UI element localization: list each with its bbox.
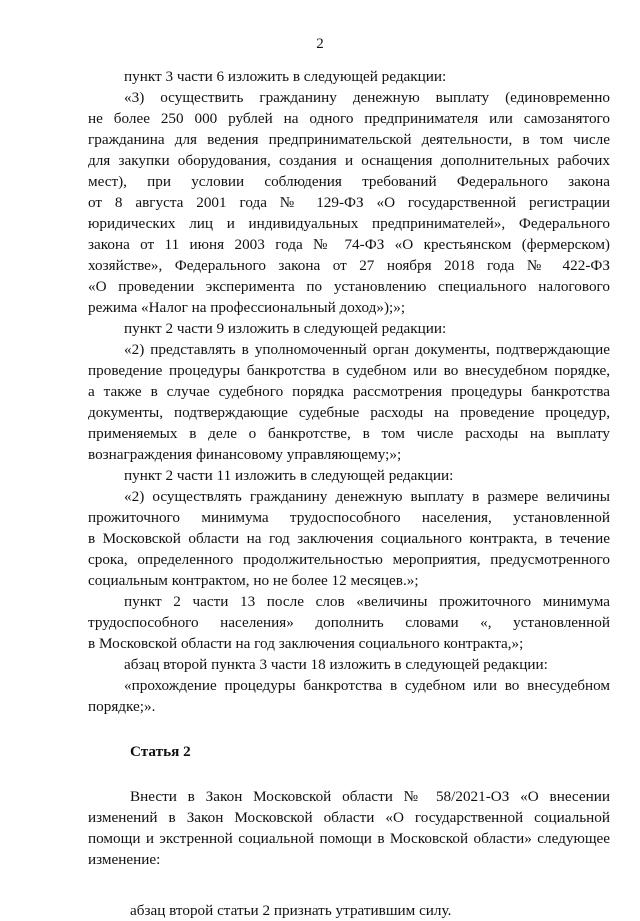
paragraph-line: вознаграждения финансовому управляющему;»; — [88, 446, 402, 463]
article-heading: Статья 2 — [130, 743, 191, 760]
paragraph-line: пункт 2 части 9 изложить в следующей редакции: — [124, 320, 447, 337]
paragraph-line: «прохождение процедуры банкротства в судебном или во внесудебном — [124, 677, 610, 694]
paragraph-line: а также в случае судебного порядка рассмотрения процедуры банкротства — [88, 383, 610, 400]
paragraph-line: от 8 августа 2001 года № 129-ФЗ «О государственной регистрации — [88, 194, 610, 211]
paragraph-line: «3) осуществить гражданину денежную выплату (единовременно — [124, 89, 610, 106]
paragraph-line: гражданина для ведения предпринимательской деятельности, в том числе — [88, 131, 610, 148]
article-line: абзац второй статьи 2 признать утратившим силу. — [130, 902, 452, 919]
paragraph-line: «2) представлять в уполномоченный орган документы, подтверждающие — [124, 341, 610, 358]
paragraph-line: для закупки оборудования, создания и оснащения дополнительных рабочих — [88, 152, 610, 169]
paragraph-line: хозяйстве», Федерального закона от 27 ноября 2018 года № 422-ФЗ — [88, 257, 610, 274]
paragraph-line: срока, определенного продолжительностью мероприятия, предусмотренного — [88, 551, 610, 568]
paragraph-line: проведение процедуры банкротства в судебном или во внесудебном порядке, — [88, 362, 610, 379]
paragraph-line: социальным контрактом, но не более 12 месяцев.»; — [88, 572, 419, 589]
paragraph-line: документы, подтверждающие судебные расходы на проведение процедур, — [88, 404, 610, 421]
paragraph-line: пункт 2 части 13 после слов «величины прожиточного минимума — [124, 593, 610, 610]
paragraph-line: применяемых в деле о банкротстве, в том числе расходы на выплату — [88, 425, 610, 442]
document-body — [88, 66, 610, 921]
paragraph-line: прожиточного минимума трудоспособного населения, установленной — [88, 509, 610, 526]
paragraph-line: закона от 11 июня 2003 года № 74-ФЗ «О крестьянском (фермерском) — [88, 236, 610, 253]
page-number: 2 — [316, 36, 324, 52]
paragraph-line: в Московской области на год заключения социального контракта,»; — [88, 635, 524, 652]
paragraph-line: не более 250 000 рублей на одного предпринимателя или самозанятого — [88, 110, 610, 127]
paragraph-line: мест), при условии соблюдения требований Федерального закона — [88, 173, 610, 190]
paragraph-gap — [88, 870, 610, 900]
paragraph-line: пункт 2 части 11 изложить в следующей редакции: — [124, 467, 454, 484]
paragraph-line: юридических лиц и индивидуальных предпринимателей», Федерального — [88, 215, 610, 232]
paragraph-line: порядке;». — [88, 698, 156, 715]
paragraph-line: пункт 3 части 6 изложить в следующей редакции: — [124, 68, 447, 85]
paragraph-line: в Московской области на год заключения социального контракта, в течение — [88, 530, 610, 547]
paragraph-line: абзац второй пункта 3 части 18 изложить в следующей редакции: — [124, 656, 548, 673]
paragraph-line: «О проведении эксперимента по установлению специального налогового — [88, 278, 610, 295]
article-line: помощи и экстренной социальной помощи в Московской области» следующее — [88, 830, 610, 847]
article-line: Внести в Закон Московской области № 58/2021-ОЗ «О внесении — [130, 788, 610, 805]
paragraph-line: трудоспособного населения» дополнить словами «, установленной — [88, 614, 610, 631]
article-line: изменений в Закон Московской области «О государственной социальной — [88, 809, 610, 826]
article-line: изменение: — [88, 851, 161, 868]
paragraph-line: «2) осуществлять гражданину денежную выплату в размере величины — [124, 488, 610, 505]
paragraph-line: режима «Налог на профессиональный доход»);»; — [88, 299, 406, 316]
